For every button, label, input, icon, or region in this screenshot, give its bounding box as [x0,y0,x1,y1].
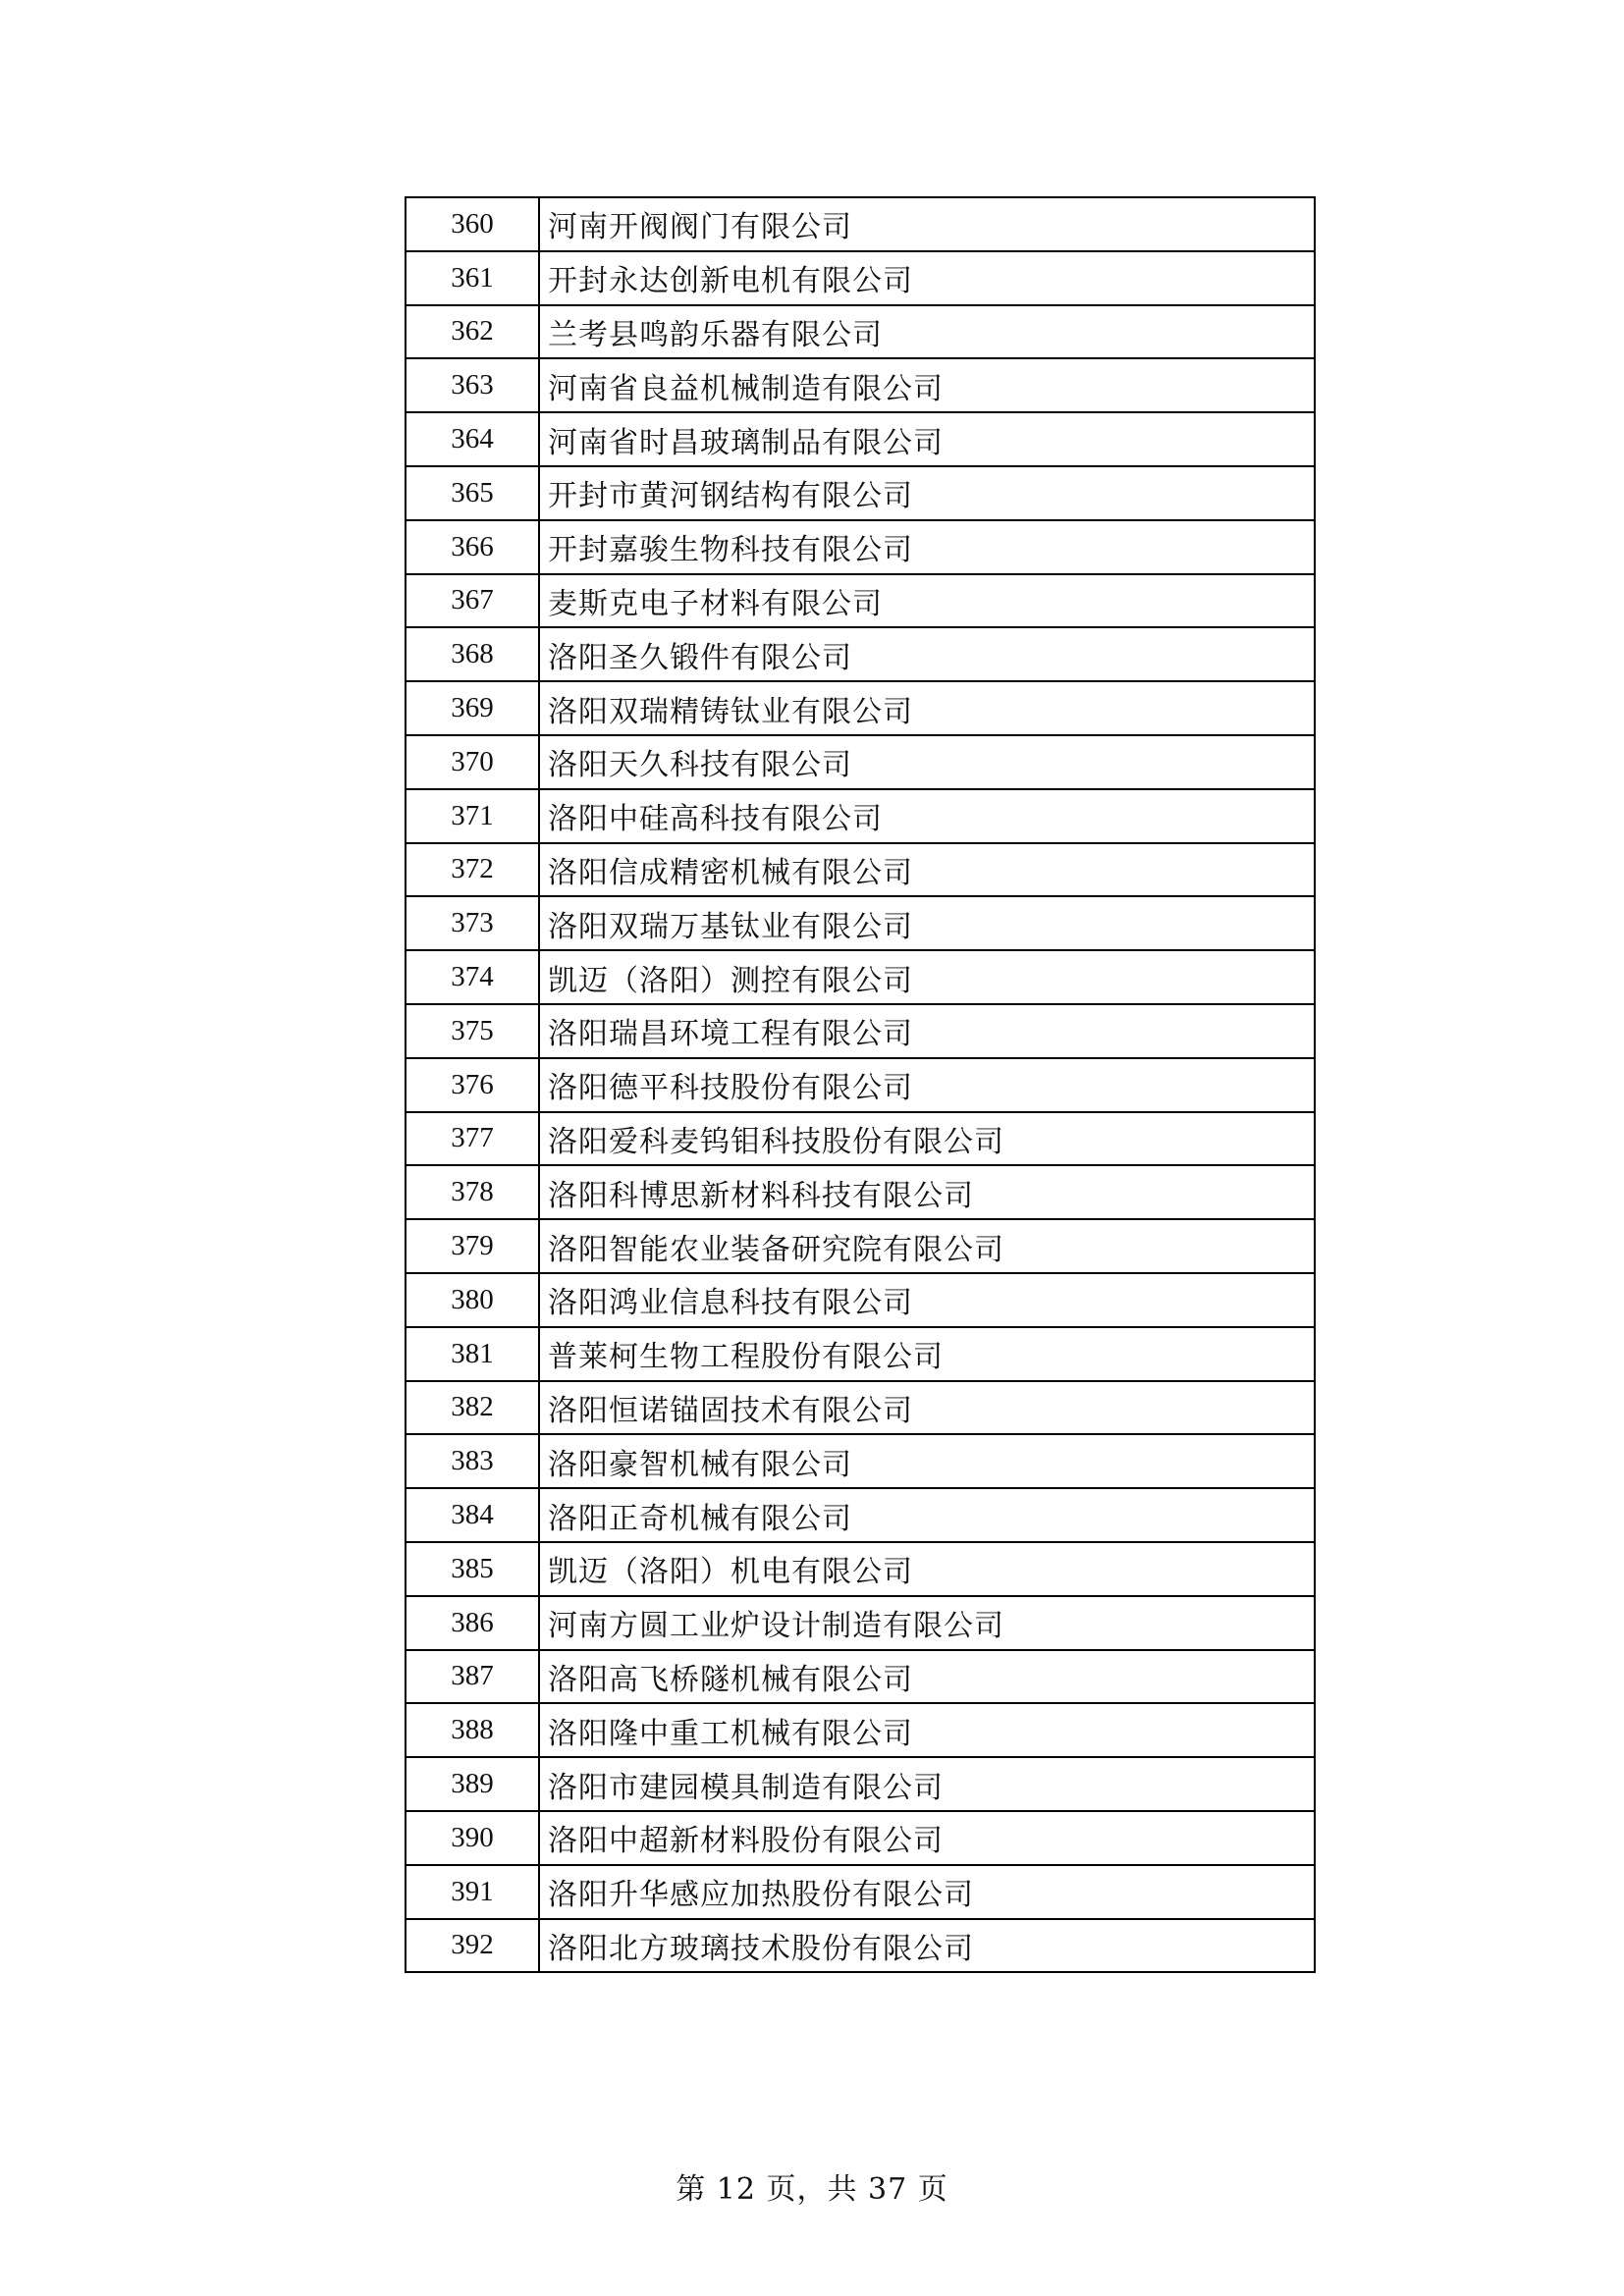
table-row [406,627,1315,681]
row-number: 390 [406,1811,539,1865]
row-number: 383 [406,1434,539,1488]
row-number: 392 [406,1919,539,1973]
company-name: 洛阳恒诺锚固技术有限公司 [539,1381,1315,1435]
table-row [406,681,1315,735]
table-row [406,197,1315,251]
row-number: 378 [406,1165,539,1219]
table-row [406,1865,1315,1919]
table-row [406,1058,1315,1112]
table-row [406,466,1315,520]
row-number: 380 [406,1273,539,1327]
row-number: 391 [406,1865,539,1919]
row-number: 384 [406,1488,539,1542]
table-row [406,950,1315,1004]
table-row [406,251,1315,305]
company-name: 兰考县鸣韵乐器有限公司 [539,305,1315,359]
company-name: 河南方圆工业炉设计制造有限公司 [539,1596,1315,1650]
row-number: 372 [406,843,539,897]
table-row [406,735,1315,789]
row-number: 373 [406,896,539,950]
company-name: 洛阳科博思新材料科技有限公司 [539,1165,1315,1219]
table-row [406,1434,1315,1488]
company-name: 洛阳鸿业信息科技有限公司 [539,1273,1315,1327]
row-number: 368 [406,627,539,681]
row-number: 365 [406,466,539,520]
table-row [406,843,1315,897]
row-number: 386 [406,1596,539,1650]
row-number: 363 [406,358,539,412]
row-number: 388 [406,1703,539,1757]
table-row [406,574,1315,628]
company-name: 洛阳北方玻璃技术股份有限公司 [539,1919,1315,1973]
table-row [406,520,1315,574]
company-name: 洛阳中超新材料股份有限公司 [539,1811,1315,1865]
company-name: 洛阳豪智机械有限公司 [539,1434,1315,1488]
row-number: 387 [406,1650,539,1704]
company-name: 洛阳圣久锻件有限公司 [539,627,1315,681]
company-name: 开封嘉骏生物科技有限公司 [539,520,1315,574]
table-row [406,896,1315,950]
company-name: 洛阳市建园模具制造有限公司 [539,1757,1315,1811]
table-row [406,1219,1315,1273]
company-name: 凯迈（洛阳）测控有限公司 [539,950,1315,1004]
row-number: 366 [406,520,539,574]
table-row [406,1273,1315,1327]
row-number: 381 [406,1327,539,1381]
company-name: 洛阳爱科麦钨钼科技股份有限公司 [539,1112,1315,1166]
table-row [406,1165,1315,1219]
company-name: 洛阳高飞桥隧机械有限公司 [539,1650,1315,1704]
company-name: 麦斯克电子材料有限公司 [539,574,1315,628]
row-number: 376 [406,1058,539,1112]
company-name: 洛阳正奇机械有限公司 [539,1488,1315,1542]
company-name: 河南开阀阀门有限公司 [539,197,1315,251]
table-row [406,1488,1315,1542]
company-list-table [405,196,1316,1973]
row-number: 385 [406,1542,539,1596]
company-name: 洛阳隆中重工机械有限公司 [539,1703,1315,1757]
row-number: 375 [406,1004,539,1058]
company-list-body [406,197,1315,1972]
company-name: 河南省时昌玻璃制品有限公司 [539,412,1315,466]
row-number: 370 [406,735,539,789]
row-number: 364 [406,412,539,466]
row-number: 374 [406,950,539,1004]
row-number: 377 [406,1112,539,1166]
company-name: 普莱柯生物工程股份有限公司 [539,1327,1315,1381]
company-name: 洛阳天久科技有限公司 [539,735,1315,789]
row-number: 367 [406,574,539,628]
company-name: 河南省良益机械制造有限公司 [539,358,1315,412]
row-number: 361 [406,251,539,305]
table-row [406,1703,1315,1757]
company-name: 洛阳双瑞万基钛业有限公司 [539,896,1315,950]
row-number: 382 [406,1381,539,1435]
company-name: 凯迈（洛阳）机电有限公司 [539,1542,1315,1596]
table-row [406,1327,1315,1381]
company-name: 洛阳中硅高科技有限公司 [539,789,1315,843]
company-name: 洛阳信成精密机械有限公司 [539,843,1315,897]
company-name: 洛阳智能农业装备研究院有限公司 [539,1219,1315,1273]
table-row [406,412,1315,466]
row-number: 369 [406,681,539,735]
company-name: 洛阳双瑞精铸钛业有限公司 [539,681,1315,735]
row-number: 379 [406,1219,539,1273]
table-row [406,1919,1315,1973]
company-name: 开封永达创新电机有限公司 [539,251,1315,305]
table-row [406,358,1315,412]
row-number: 360 [406,197,539,251]
table-row [406,1596,1315,1650]
table-row [406,1112,1315,1166]
row-number: 371 [406,789,539,843]
company-name: 洛阳升华感应加热股份有限公司 [539,1865,1315,1919]
table-row [406,1650,1315,1704]
table-row [406,1811,1315,1865]
company-name: 洛阳德平科技股份有限公司 [539,1058,1315,1112]
company-name: 开封市黄河钢结构有限公司 [539,466,1315,520]
table-row [406,789,1315,843]
table-row [406,305,1315,359]
table-row [406,1757,1315,1811]
page-footer: 第 12 页，共 37 页 [676,2172,948,2207]
row-number: 362 [406,305,539,359]
table-row [406,1004,1315,1058]
table-row [406,1542,1315,1596]
table-row [406,1381,1315,1435]
company-name: 洛阳瑞昌环境工程有限公司 [539,1004,1315,1058]
row-number: 389 [406,1757,539,1811]
